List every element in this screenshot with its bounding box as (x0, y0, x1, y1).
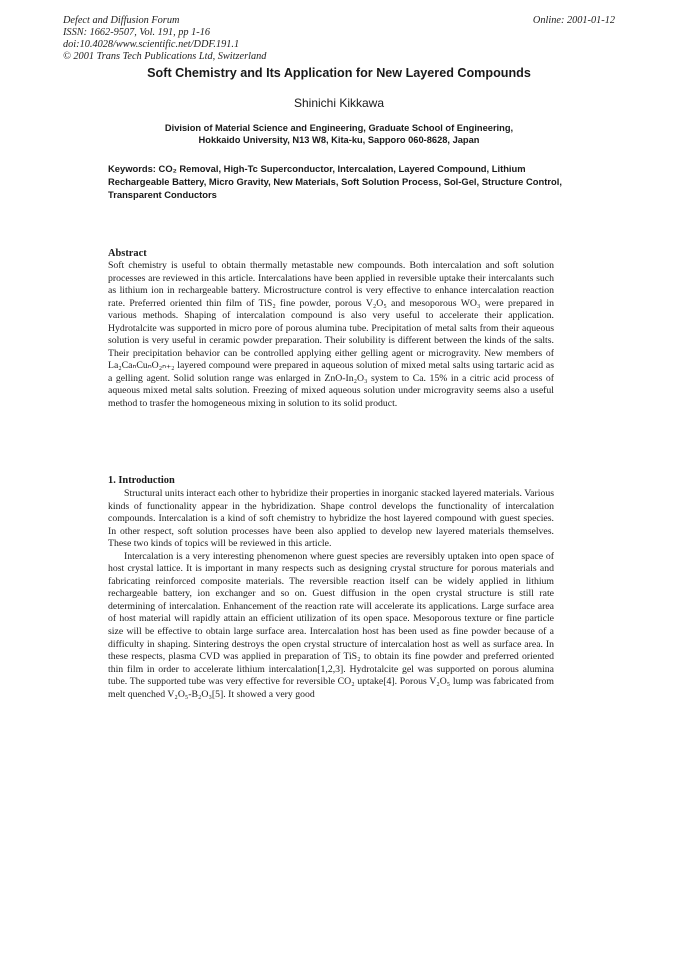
introduction-paragraph-1: Structural units interact each other to hybridize their properties in inorganic stacked layered materials. Various kinds of functionality appear in the hybridization. Shape control develops the functionality of intercalation compounds. Intercalation is a kind of soft chemistry to hybridize the host layered compound with guest species. In other respect, soft solution processes have been also applied to develop new layered materials themselves. These two kinds of topics will be reviewed in this article. (108, 488, 554, 550)
abstract-heading: Abstract (108, 248, 147, 259)
introduction-paragraph-2: Intercalation is a very interesting phenomenon where guest species are reversibly uptaken into open space of host crystal lattice. It is important in many respects such as designing crystal structure for porous materials and fabricating reinforced composite materials. The reversible reaction itself can be widely applied in lithium rechargeable battery, ion exchanger and so on. Guest diffusion in the open crystal structure is still rate determining of intercalation. Enhancement of the reaction rate will accelerate its applications. Large surface area of host material will rapidly attain an efficient utilization of its open space. Mesoporous texture or fine particle size will be effective to obtain large surface area. Intercalation host has been used as fine powder because of a difficulty in shaping. Sintering destroys the open crystal structure of intercalation host as well as surface area. In these respects, plasma CVD was applied in preparation of TiS₂ to obtain its fine powder and preferred oriented thin film in order to accelerate lithium intercalation[1,2,3]. Hydrotalcite gel was supported on porous alumina tube. The supported tube was very effective for reversible CO₂ uptake[4]. Porous V₂O₅ lump was fabricated from melt quenched V₂O₅-B₂O₃[5]. It showed a very good (108, 550, 554, 700)
introduction-heading: 1. Introduction (108, 475, 175, 486)
keywords-block (108, 162, 563, 201)
issn-line: ISSN: 1662-9507, Vol. 191, pp 1-16 (63, 27, 211, 38)
paper-title: Soft Chemistry and Its Application for New Layered Compounds (147, 66, 531, 80)
introduction-body (108, 488, 554, 701)
abstract-text-block (108, 260, 554, 411)
copyright-line: © 2001 Trans Tech Publications Ltd, Switzerland (63, 51, 267, 62)
keywords-label: Keywords: (108, 163, 156, 174)
affiliation-line-1: Division of Material Science and Engineering, Graduate School of Engineering, (164, 123, 514, 133)
journal-header (63, 15, 266, 63)
doi-link[interactable]: doi:10.4028/www.scientific.net/DDF.191.1 (63, 39, 240, 50)
author-name: Shinichi Kikkawa (293, 96, 385, 110)
abstract-text: Soft chemistry is useful to obtain thermally metastable new compounds. Both intercalation and soft solution processes are reviewed in this article. Intercalations have been applied in reversible uptake their intercalants such as lithium ion in rechargeable battery. Microstructure control is very effective to enhance intercalation reaction rate. Preferred oriented thin film of TiS₂ fine powder, porous V₂O₅ and mesoporous WO₃ were prepared in various methods. Shaping of intercalation compound is also very useful to accelerate their application. Hydrotalcite was supported in micro pore of porous alumina tube. Precipitation of metal salts from their aqueous solution is very useful in ceramic powder preparation. Their solubility is different between the kinds of the salts. Their precipitation behavior can be controlled applying either gelling agent or microgravity. New members of La₂CaₙCuₙO₂ₙ₊₂ layered compound were prepared in aqueous solution of mixed metal salts using tartaric acid as a gelling agent. Solid solution range was enlarged in ZnO-In₂O₃ system to Ca. 15% in a citric acid process of aqueous mixed metal salts solution. Freezing of mixed aqueous solution under microgravity seems also a useful method to trasfer the homogeneous mixing in solution to its solid product. (108, 260, 554, 410)
online-date: Online: 2001-01-12 (532, 15, 615, 26)
affiliation-line-2: Hokkaido University, N13 W8, Kita-ku, Sapporo 060-8628, Japan (198, 135, 480, 145)
keywords-list: CO₂ Removal, High-Tc Superconductor, Intercalation, Layered Compound, Lithium Rechargeable Battery, Micro Gravity, New Materials, Soft Solution Process, Sol-Gel, Structure Control, Transparent Conductors (108, 163, 562, 200)
affiliation (0, 122, 678, 146)
journal-name: Defect and Diffusion Forum (63, 15, 180, 26)
